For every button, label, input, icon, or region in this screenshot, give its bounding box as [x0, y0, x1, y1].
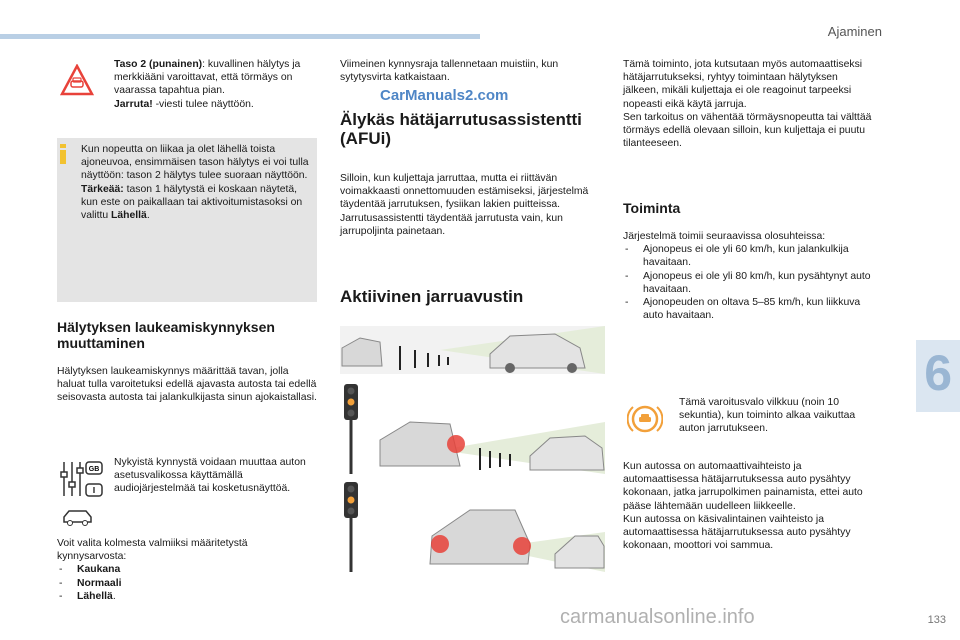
afui-heading: Älykäs hätäjarrutusassistentti (AFUi) [340, 110, 582, 148]
aeb-warning-lamp-icon [627, 402, 663, 436]
memory-para: Viimeinen kynnysraja tallennetaan muistiin, kun sytytysvirta katkaistaan. [340, 59, 559, 84]
afui-para2: Jarrutusassistentti täydentää jarrutusta vain, kun jarrupoljinta painetaan. [340, 212, 563, 237]
brake-label: Jarruta! [114, 98, 153, 110]
watermark: CarManuals2.com [380, 87, 509, 104]
page-number: 133 [927, 614, 946, 626]
audio-controls-icon [60, 458, 104, 500]
operation-heading: Toiminta [623, 200, 681, 216]
important-option: Lähellä [111, 210, 147, 222]
info-text: Kun nopeutta on liikaa ja olet lähellä toista ajoneuvoa, ensimmäisen tason hälytys ei voi tulla näyttöön: tason 2 hälytys tulee suoraan näyttöön. [81, 144, 309, 182]
condition-item: - Ajonopeus ei ole yli 80 km/h, kun pysähtynyt auto havaitaan. [623, 270, 873, 296]
aeb-intro [623, 58, 873, 150]
threshold-para3: Voit valita kolmesta valmiiksi määritetystä kynnysarvosta: [57, 538, 248, 563]
option-normal: Normaali [77, 577, 122, 589]
important-end: . [146, 210, 150, 222]
afui-para1: Silloin, kun kuljettaja jarruttaa, mutta ei riittävän voimakkaasti onnettomuuden estämiseksi, järjestelmä täydentää jarrutuksen, fysiikan lakien puitteissa. [340, 173, 589, 211]
lamp-text: Tämä varoitusvalo vilkkuu (noin 10 sekuntia), kun toiminto alkaa vaikuttaa auton jarrutukseen. [679, 397, 856, 435]
auto-gearbox-note: Kun autossa on automaattivaihteisto ja automaattisessa hätäjarrutuksessa auto pysähtyy kokonaan, jatka jarrupolkimen painamista, ettei auto pääse lähtemään uudelleen liikkeelle. [623, 461, 863, 512]
threshold-heading: Hälytyksen laukeamiskynnyksen muuttaminen [57, 319, 275, 351]
manual-gearbox-note: Kun autossa on käsivalintainen vaihteisto ja automaattisessa hätäjarrutuksessa auto pysähtyy kokonaan, moottori voi sammua. [623, 513, 851, 552]
gb-button-label: GB [88, 466, 100, 473]
i-button-label: I [92, 486, 96, 495]
level2-text [114, 58, 314, 111]
important-text: tason 1 hälytystä ei koskaan näytetä, kun este on paikallaan tai aktivoitumistasoksi on valittu [81, 183, 303, 222]
section-title: Ajaminen [827, 24, 882, 39]
threshold-para2: Nykyistä kynnystä voidaan muuttaa auton asetusvalikossa käyttämällä audiojärjestelmää tai kosketusnäyttöä. [114, 457, 306, 495]
illustration-stage-3 [340, 480, 605, 572]
level2-label: Taso 2 (punainen) [114, 59, 203, 70]
aeb-para2: Sen tarkoitus on vähentää törmäysnopeutta tai välttää törmäys edellä olevaan silloin, kun kuljettaja ei puutu tilanteeseen. [623, 111, 872, 150]
conditions [623, 230, 873, 322]
gearbox-notes [623, 460, 873, 552]
option-near: Lähellä [77, 590, 113, 602]
condition-item: - Ajonopeus ei ole yli 60 km/h, kun jalankulkija havaitaan. [623, 243, 873, 269]
brake-desc: -viesti tulee näyttöön. [152, 98, 254, 110]
option-far: Kaukana [77, 564, 121, 576]
collision-warning-red-icon [60, 64, 94, 96]
aeb-para1: Tämä toiminto, jota kutsutaan myös automaattiseksi hätäjarrutukseksi, ryhtyy toimintaan hälytyksen jälkeen, mikäli kuljettaja ei ole reagoinut tarpeeksi nopeasti eikä käytä jarruja. [623, 59, 863, 110]
info-icon [60, 144, 66, 164]
afui-text [340, 172, 605, 238]
header-accent-bar [0, 34, 480, 39]
condition-item: - Ajonopeuden on oltava 5–85 km/h, kun liikkuva auto havaitaan. [623, 296, 873, 322]
important-label: Tärkeää: [81, 183, 124, 195]
level2-desc: : kuvallinen hälytys ja merkkiääni varoittavat, että törmäys on vaarassa tapahtua pian. [114, 59, 301, 97]
conditions-intro: Järjestelmä toimii seuraavissa olosuhteissa: [623, 231, 826, 242]
threshold-para1: Hälytyksen laukeamiskynnys määrittää tavan, jolla haluat tulla varoitetuksi edellä ajavasta autosta tai edellä seisovasta autosta tai jalankulkijasta sinun ajokaistallasi. [57, 366, 317, 404]
footer-watermark: carmanualsonline.info [560, 606, 755, 628]
illustration-stage-1 [340, 326, 605, 374]
active-brake-heading: Aktiivinen jarruavustin [340, 287, 524, 306]
threshold-options: Voit valita kolmesta valmiiksi määritetystä kynnysarvosta: - Kaukana - Normaali - Lähellä. [57, 537, 317, 603]
illustration-stage-2 [340, 382, 605, 474]
car-settings-icon [60, 506, 96, 528]
chapter-number: 6 [924, 345, 952, 401]
info-box [57, 138, 317, 302]
